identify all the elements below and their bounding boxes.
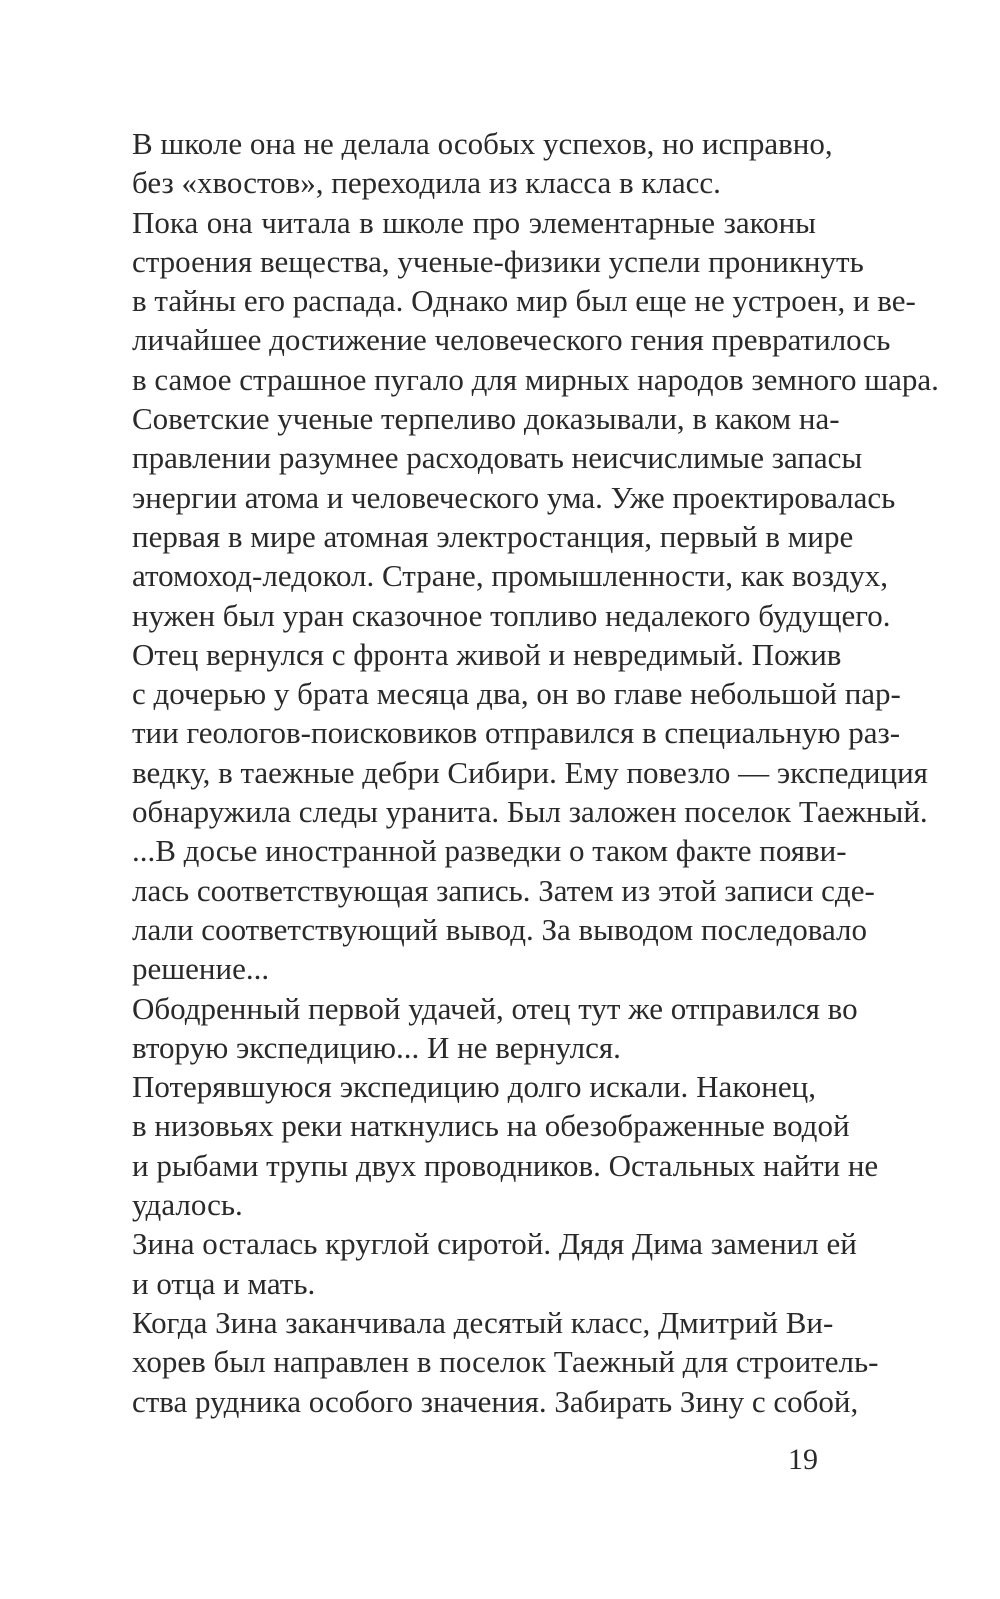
- text-line: нужен был уран сказочное топливо недалекого будущего.: [132, 597, 891, 633]
- paragraph: [84, 1067, 879, 1224]
- paragraph: [84, 1224, 857, 1303]
- text-line: обнаружила следы уранита. Был заложен поселок Таежный.: [132, 794, 928, 830]
- text-line: энергии атома и человеческого ума. Уже проектировалась: [132, 479, 896, 515]
- body-text: [84, 124, 939, 1421]
- text-line: лали соответствующий вывод. За выводом последовало: [132, 911, 867, 947]
- text-line: правлении разумнее расходовать неисчислимые запасы: [132, 440, 863, 476]
- text-line: атомоход-ледокол. Стране, промышленности, как воздух,: [132, 558, 889, 594]
- text-line: с дочерью у брата месяца два, он во главе небольшой пар-: [132, 676, 901, 712]
- paragraph: [84, 124, 833, 203]
- page-number: 19: [788, 1443, 818, 1476]
- paragraph: [84, 399, 896, 635]
- text-line: без «хвостов», переходила из класса в класс.: [132, 165, 721, 201]
- text-line: первая в мире атомная электростанция, первый в мире: [132, 518, 854, 554]
- paragraph: [84, 203, 939, 399]
- text-line: лась соответствующая запись. Затем из этой записи сде-: [132, 872, 875, 908]
- text-line: в тайны его распада. Однако мир был еще не устроен, и ве-: [132, 283, 916, 319]
- text-line: в низовьях реки наткнулись на обезображенные водой: [132, 1108, 850, 1144]
- paragraph: [84, 635, 928, 831]
- text-line: Советские ученые терпеливо доказывали, в каком на-: [132, 401, 840, 437]
- text-line: личайшее достижение человеческого гения превратилось: [132, 322, 891, 358]
- text-line: ведку, в таежные дебри Сибири. Ему повезло — экспедиция: [132, 754, 928, 790]
- text-line: в самое страшное пугало для мирных народов земного шара.: [132, 361, 939, 397]
- text-line: удалось.: [132, 1187, 243, 1223]
- text-line: вторую экспедицию... И не вернулся.: [132, 1029, 621, 1065]
- paragraph: [84, 989, 858, 1068]
- paragraph: [84, 831, 875, 988]
- text-line: Пока она читала в школе про элементарные законы: [132, 204, 816, 240]
- text-line: и отца и мать.: [132, 1265, 316, 1301]
- text-line: ...В досье иностранной разведки о таком факте появи-: [132, 833, 847, 869]
- text-line: хорев был направлен в поселок Таежный для строитель-: [132, 1344, 879, 1380]
- text-line: строения вещества, ученые-физики успели проникнуть: [132, 243, 864, 279]
- text-line: Когда Зина заканчивала десятый класс, Дмитрий Ви-: [132, 1304, 834, 1340]
- text-line: решение...: [132, 951, 270, 987]
- text-line: Ободренный первой удачей, отец тут же отправился во: [132, 990, 858, 1026]
- text-line: Зина осталась круглой сиротой. Дядя Дима заменил ей: [132, 1226, 857, 1262]
- text-line: Потерявшуюся экспедицию долго искали. Наконец,: [132, 1069, 816, 1105]
- text-line: ства рудника особого значения. Забирать Зину с собой,: [132, 1383, 859, 1419]
- paragraph: [84, 1303, 879, 1421]
- text-line: В школе она не делала особых успехов, но исправно,: [132, 126, 833, 161]
- text-line: Отец вернулся с фронта живой и невредимый. Пожив: [132, 636, 842, 672]
- text-line: тии геологов-поисковиков отправился в специальную раз-: [132, 715, 901, 751]
- text-line: и рыбами трупы двух проводников. Остальных найти не: [132, 1147, 879, 1183]
